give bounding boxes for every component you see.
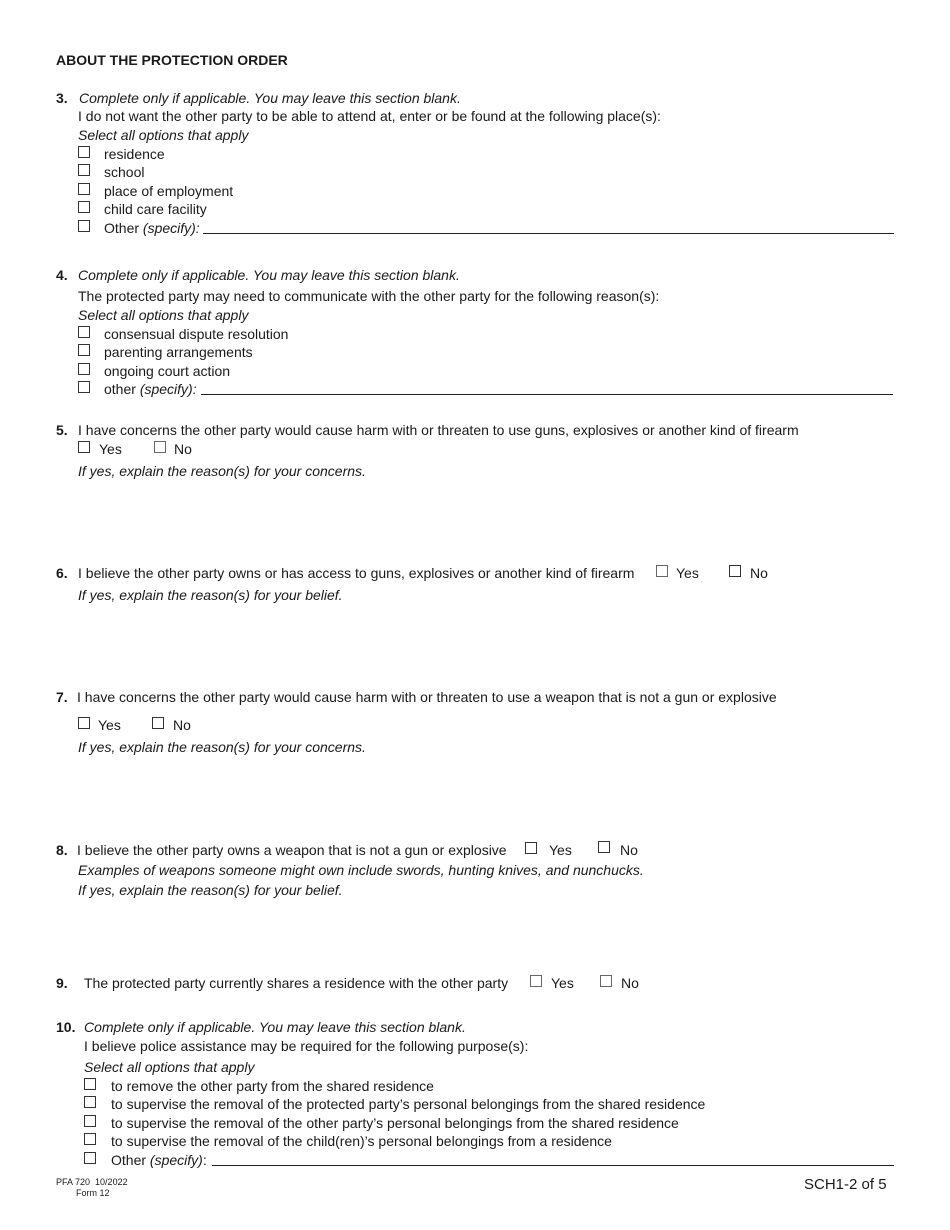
q4-other-checkbox[interactable]	[78, 381, 90, 393]
q5-no-label: No	[174, 441, 192, 457]
q10-statement: I believe police assistance may be required for the following purpose(s):	[84, 1038, 529, 1054]
q4-statement: The protected party may need to communicate with the other party for the following reason(s):	[78, 288, 660, 304]
q4-dispute-checkbox[interactable]	[78, 326, 90, 338]
q10-other-text: Other	[111, 1152, 147, 1168]
q5-number: 5.	[56, 422, 68, 438]
q10-remove-party-label: to remove the other party from the shared residence	[111, 1078, 434, 1094]
q7-explain: If yes, explain the reason(s) for your concerns.	[78, 739, 366, 755]
q8-no-checkbox[interactable]	[598, 841, 610, 853]
q4-parenting-checkbox[interactable]	[78, 344, 90, 356]
q8-statement: I believe the other party owns a weapon that is not a gun or explosive	[77, 842, 507, 858]
q5-statement: I have concerns the other party would cause harm with or threaten to use guns, explosives or another kind of firearm	[78, 422, 799, 438]
q10-protected-belongings-label: to supervise the removal of the protected party’s personal belongings from the shared residence	[111, 1096, 706, 1112]
form-code: PFA 720	[56, 1177, 91, 1187]
section-heading: ABOUT THE PROTECTION ORDER	[56, 52, 288, 68]
q6-yes-label: Yes	[676, 565, 699, 581]
q10-note: Complete only if applicable. You may leave this section blank.	[84, 1019, 466, 1035]
q10-other-label	[111, 1152, 207, 1169]
q10-other-checkbox[interactable]	[84, 1152, 96, 1164]
q6-explain: If yes, explain the reason(s) for your belief.	[78, 587, 343, 603]
q3-childcare-label: child care facility	[104, 201, 207, 217]
footer-form-code	[56, 1177, 128, 1188]
q3-select-hint: Select all options that apply	[78, 127, 249, 143]
q8-yes-label: Yes	[549, 842, 572, 858]
q5-yes-checkbox[interactable]	[78, 441, 90, 453]
q3-school-label: school	[104, 164, 145, 180]
q3-other-checkbox[interactable]	[78, 220, 90, 232]
q10-other-input-line[interactable]	[212, 1165, 894, 1166]
q7-yes-checkbox[interactable]	[78, 717, 90, 729]
q4-number: 4.	[56, 267, 68, 283]
q3-residence-checkbox[interactable]	[78, 146, 90, 158]
q5-yes-label: Yes	[99, 441, 122, 457]
q9-no-label: No	[621, 975, 639, 991]
q5-explain: If yes, explain the reason(s) for your concerns.	[78, 463, 366, 479]
q3-other-input-line[interactable]	[203, 233, 894, 234]
q3-number: 3.	[56, 90, 68, 106]
q10-remove-party-checkbox[interactable]	[84, 1078, 96, 1090]
q4-select-hint: Select all options that apply	[78, 307, 249, 323]
q6-yes-checkbox[interactable]	[656, 565, 668, 577]
q8-no-label: No	[620, 842, 638, 858]
q10-select-hint: Select all options that apply	[84, 1059, 255, 1075]
q6-number: 6.	[56, 565, 68, 581]
q4-court-label: ongoing court action	[104, 363, 231, 379]
q3-other-text: Other	[104, 220, 140, 236]
q5-no-checkbox[interactable]	[154, 441, 166, 453]
q4-other-text: other	[104, 381, 136, 397]
q4-other-input-line[interactable]	[201, 394, 893, 395]
q10-other-specify: (specify)	[149, 1152, 203, 1168]
q10-children-belongings-label: to supervise the removal of the child(ren)’s personal belongings from a residence	[111, 1133, 612, 1149]
q10-other-colon: :	[202, 1152, 207, 1168]
q10-children-belongings-checkbox[interactable]	[84, 1133, 96, 1145]
q7-yes-label: Yes	[98, 717, 121, 733]
q8-examples: Examples of weapons someone might own include swords, hunting knives, and nunchucks.	[78, 862, 644, 878]
q4-other-label	[104, 381, 197, 398]
form-date: 10/2022	[95, 1177, 128, 1187]
q4-parenting-label: parenting arrangements	[104, 344, 253, 360]
q7-no-checkbox[interactable]	[152, 717, 164, 729]
q9-statement: The protected party currently shares a residence with the other party	[84, 975, 509, 991]
q3-statement: I do not want the other party to be able to attend at, enter or be found at the following place(s):	[78, 108, 661, 124]
q3-note: Complete only if applicable. You may leave this section blank.	[79, 90, 461, 106]
q10-protected-belongings-checkbox[interactable]	[84, 1096, 96, 1108]
q3-employment-checkbox[interactable]	[78, 183, 90, 195]
q9-yes-label: Yes	[551, 975, 574, 991]
q8-number: 8.	[56, 842, 68, 858]
q7-number: 7.	[56, 689, 68, 705]
q3-residence-label: residence	[104, 146, 165, 162]
page-number: SCH1-2 of 5	[804, 1176, 887, 1193]
q4-other-specify: (specify):	[139, 381, 197, 397]
q9-number: 9.	[56, 975, 68, 991]
q8-explain: If yes, explain the reason(s) for your belief.	[78, 882, 343, 898]
q3-childcare-checkbox[interactable]	[78, 201, 90, 213]
q10-other-party-belongings-checkbox[interactable]	[84, 1115, 96, 1127]
q8-yes-checkbox[interactable]	[525, 842, 537, 854]
q3-school-checkbox[interactable]	[78, 164, 90, 176]
q3-employment-label: place of employment	[104, 183, 234, 199]
q6-no-checkbox[interactable]	[729, 565, 741, 577]
q3-other-label	[104, 220, 200, 237]
q10-other-party-belongings-label: to supervise the removal of the other party’s personal belongings from the shared residence	[111, 1115, 679, 1131]
q6-no-label: No	[750, 565, 768, 581]
q6-statement: I believe the other party owns or has access to guns, explosives or another kind of firearm	[78, 565, 635, 581]
q3-other-specify: (specify):	[142, 220, 200, 236]
q4-dispute-label: consensual dispute resolution	[104, 326, 289, 342]
q4-court-checkbox[interactable]	[78, 363, 90, 375]
q9-yes-checkbox[interactable]	[530, 975, 542, 987]
q4-note: Complete only if applicable. You may leave this section blank.	[78, 267, 460, 283]
q7-no-label: No	[173, 717, 191, 733]
q10-number: 10.	[56, 1019, 76, 1035]
footer-form-name: Form 12	[76, 1188, 110, 1198]
q9-no-checkbox[interactable]	[600, 975, 612, 987]
q7-statement: I have concerns the other party would cause harm with or threaten to use a weapon that is not a gun or explosive	[77, 689, 777, 705]
